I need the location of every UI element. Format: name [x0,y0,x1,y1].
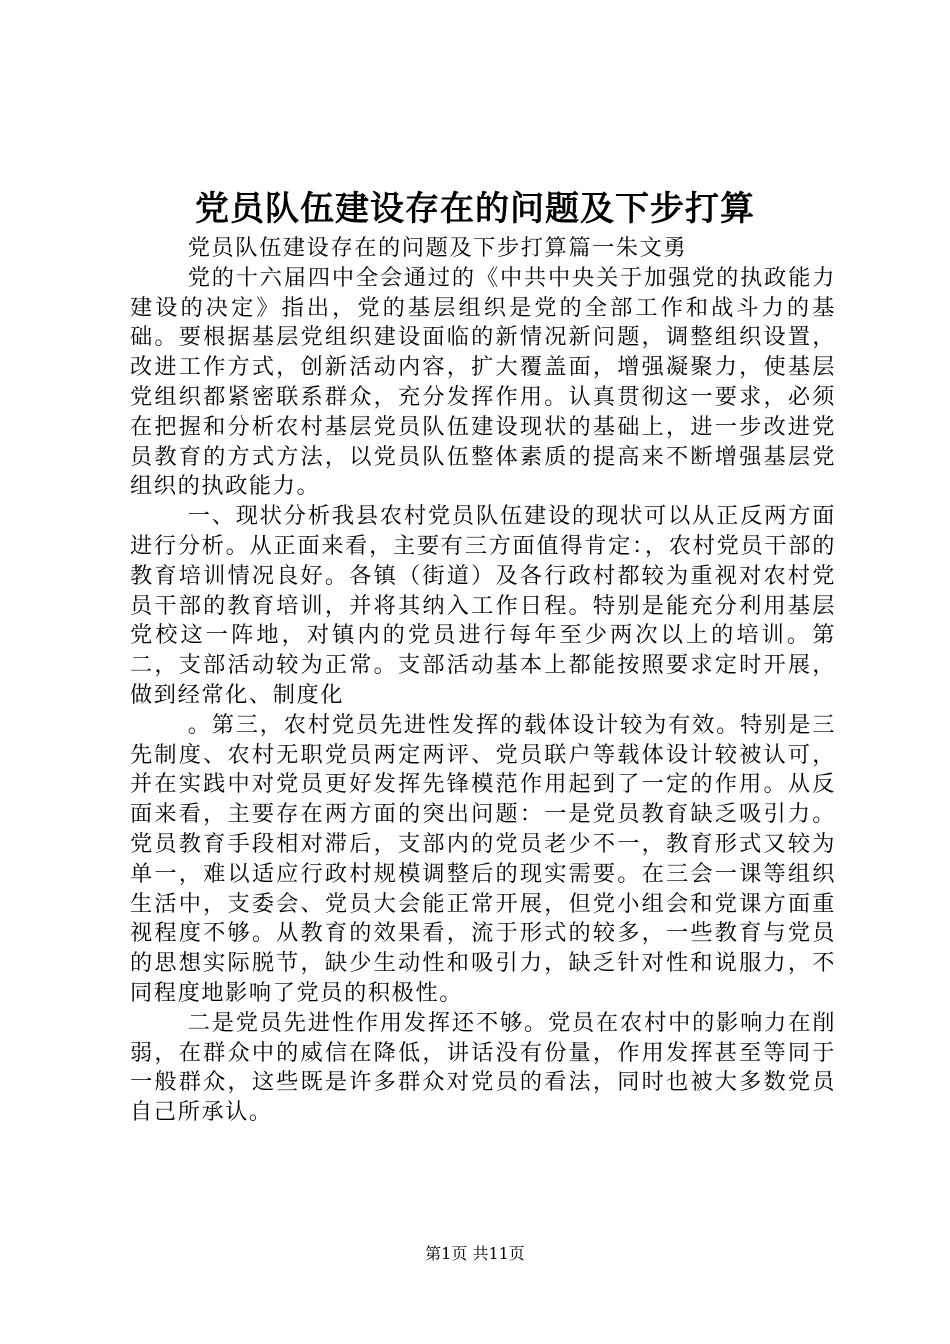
document-body [130,234,836,1128]
paragraph-3: 。第三，农村党员先进性发挥的载体设计较为有效。特别是三先制度、农村无职党员两定两评、党员联户等载体设计较被认可，并在实践中对党员更好发挥先锋模范作用起到了一定的作用。从反面来看，主要存在两方面的突出问题：一是党员教育缺乏吸引力。党员教育手段相对滞后，支部内的党员老少不一，教育形式又较为单一，难以适应行政村规模调整后的现实需要。在三会一课等组织生活中，支委会、党员大会能正常开展，但党小组会和党课方面重视程度不够。从教育的效果看，流于形式的较多，一些教育与党员的思想实际脱节，缺少生动性和吸引力，缺乏针对性和说服力，不同程度地影响了党员的积极性。 [130,711,836,1006]
page-number-footer: 第1页 共11页 [425,1244,525,1263]
document-title: 党员队伍建设存在的问题及下步打算 [195,189,755,229]
paragraph-4: 二是党员先进性作用发挥还不够。党员在农村中的影响力在削弱，在群众中的威信在降低，讲话没有份量，作用发挥甚至等同于一般群众，这些既是许多群众对党员的看法，同时也被大多数党员自己所承认。 [130,1009,836,1126]
paragraph-subtitle: 党员队伍建设存在的问题及下步打算篇一朱文勇 [187,235,688,261]
paragraph-1: 党的十六届四中全会通过的《中共中央关于加强党的执政能力建设的决定》指出，党的基层组织是党的全部工作和战斗力的基础。要根据基层党组织建设面临的新情况新问题，调整组织设置，改进工作方式，创新活动内容，扩大覆盖面，增强凝聚力，使基层党组织都紧密联系群众，充分发挥作用。认真贯彻这一要求，必须在把握和分析农村基层党员队伍建设现状的基础上，进一步改进党员教育的方式方法，以党员队伍整体素质的提高来不断增强基层党组织的执政能力。 [130,264,836,500]
paragraph-2: 一、现状分析我县农村党员队伍建设的现状可以从正反两方面进行分析。从正面来看，主要有三方面值得肯定：，农村党员干部的教育培训情况良好。各镇（街道）及各行政村都较为重视对农村党员干部的教育培训，并将其纳入工作日程。特别是能充分利用基层党校这一阵地，对镇内的党员进行每年至少两次以上的培训。第二，支部活动较为正常。支部活动基本上都能按照要求定时开展，做到经常化、制度化 [130,503,836,708]
